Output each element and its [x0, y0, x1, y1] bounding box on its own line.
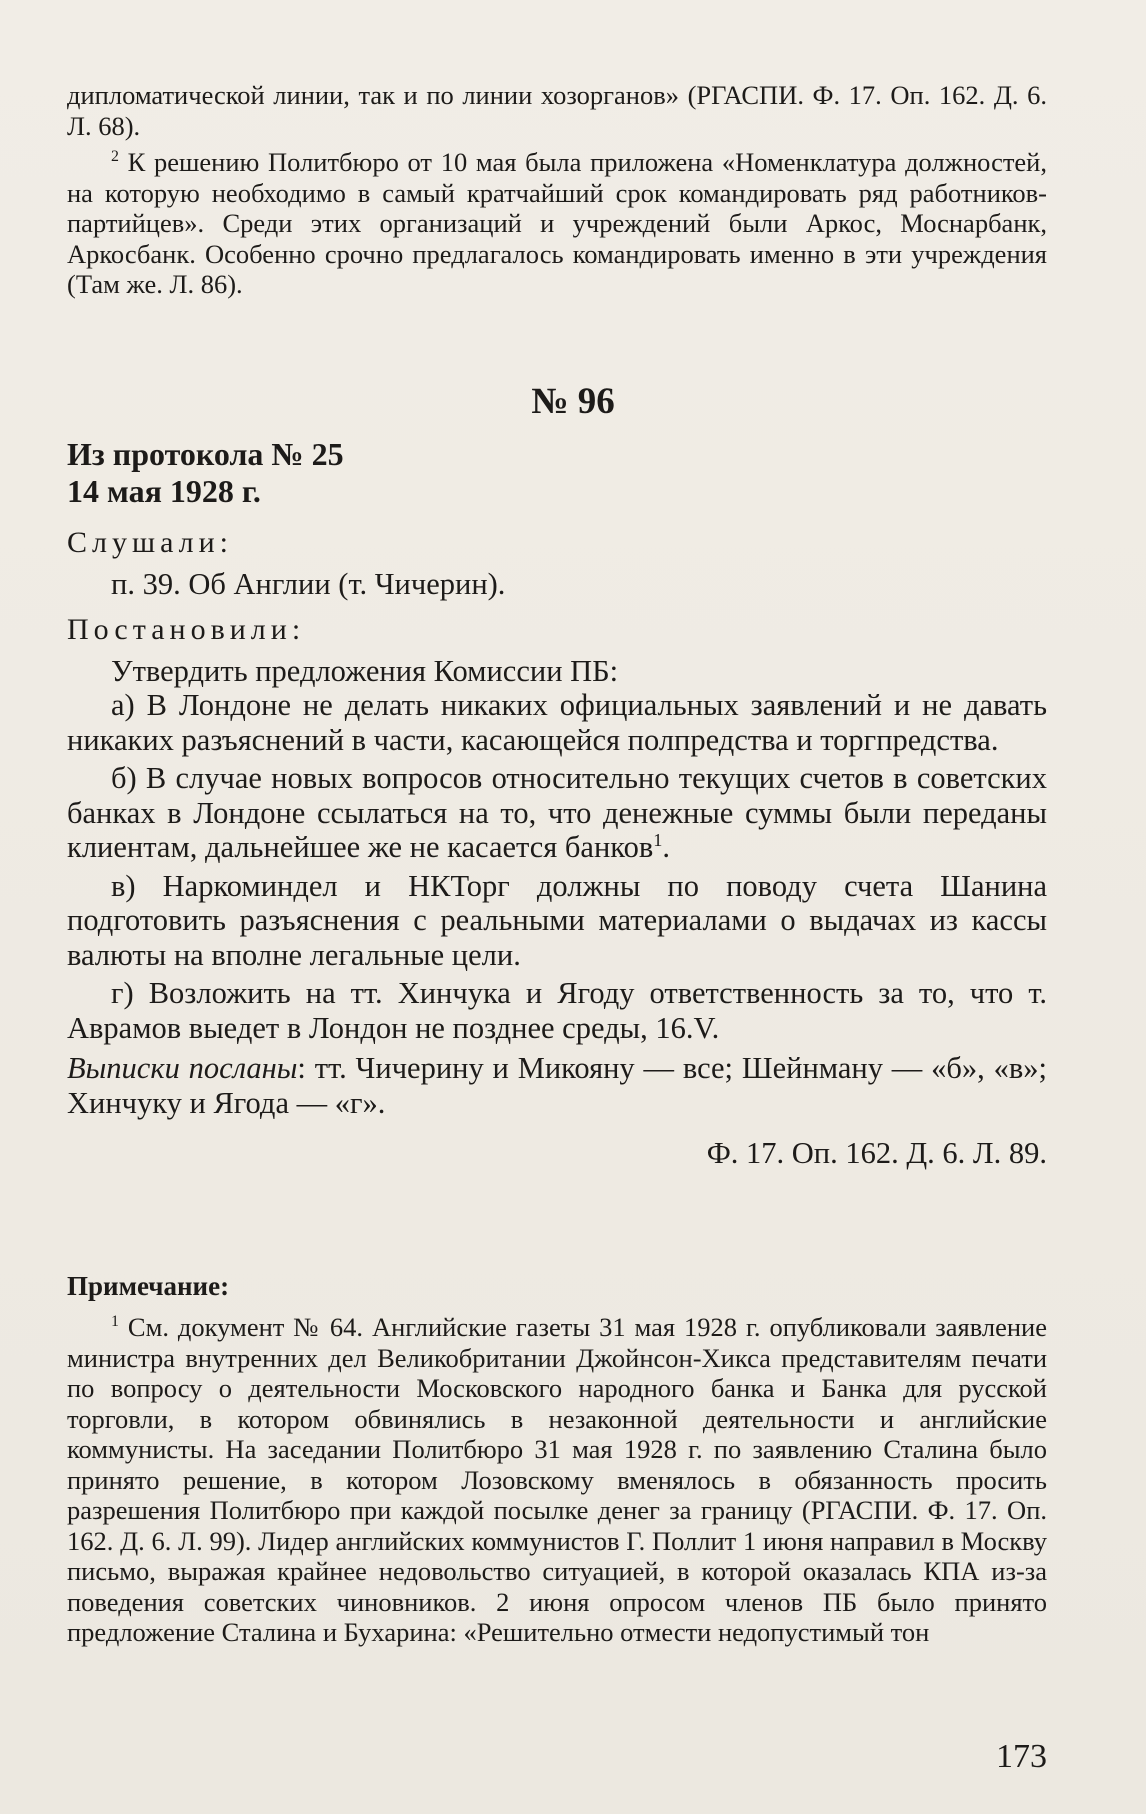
footnote-continuation: дипломатической линии, так и по линии хозорганов» (РГАСПИ. Ф. 17. Оп. 162. Д. 6. Л. 68).: [67, 80, 1047, 141]
resolution-intro: Утвердить предложения Комиссии ПБ:: [111, 653, 619, 688]
extracts-sent: [67, 1051, 1047, 1120]
resolution-b-footnote-marker: 1: [653, 829, 663, 850]
heard-item: п. 39. Об Англии (т. Чичерин).: [111, 566, 506, 601]
extracts-text: : тт. Чичерину и Микояну — все; Шейнману — «б», «в»; Хинчуку и Ягода — «г».: [67, 1051, 1047, 1120]
note-1-text: См. документ № 64. Английские газеты 31 мая 1928 г. опубликовали заявление министра внутренних дел Великобритании Джойнсон-Хикса представителям печати по вопросу о деятельности Московского народного банка и Банка для русской торговли, в котором обвинялись в незаконной деятельности и английские коммунисты. На заседании Политбюро 31 мая 1928 г. по заявлению Сталина было принято решение, в котором Лозовскому вменялось в обязанность просить разрешения Политбюро при каждой посылке денег за границу (РГАСПИ. Ф. 17. Оп. 162. Д. 6. Л. 99). Лидер английских коммунистов Г. Поллит 1 июня направил в Москву письмо, выражая крайнее недовольство ситуацией, в которой оказалась КПА из-за поведения советских чиновников. 2 июня опросом членов ПБ было принято предложение Сталина и Бухарина: «Решительно отмести недопустимый тон: [67, 1312, 1047, 1647]
protocol-title: Из протокола № 25: [67, 436, 344, 472]
heard-label: Слушали:: [67, 526, 234, 559]
resolution-b-text: б) В случае новых вопросов относительно текущих счетов в советских банках в Лондоне ссылаться на то, что денежные суммы были переданы клиентам, дальнейшее же не касается банков: [67, 761, 1047, 864]
top-footnotes: [67, 80, 1047, 300]
resolution-c: в) Наркоминдел и НКТорг должны по поводу счета Шанина подготовить разъяснения с реальными материалами о выдачах из кассы валюты на вполне легальные цели.: [67, 868, 1047, 972]
resolution-a: а) В Лондоне не делать никаких официальных заявлений и не давать никаких разъяснений в части, касающейся полпредства и торгпредства.: [67, 688, 1047, 757]
note-label: Примечание:: [67, 1271, 230, 1301]
document-number: № 96: [531, 381, 615, 422]
resolution-b-end: .: [662, 830, 670, 864]
resolution-d: г) Возложить на тт. Хинчука и Ягоду ответственность за то, что т. Аврамов выедет в Лондон не позднее среды, 16.V.: [67, 976, 1047, 1045]
notes-section: [67, 1271, 1047, 1648]
resolution-b: [67, 761, 1047, 865]
note-1: [67, 1312, 1047, 1648]
footnote-2-text: К решению Политбюро от 10 мая была приложена «Номенклатура должностей, на которую необходимо в самый кратчайший срок командировать ряд работников-партийцев». Среди этих организаций и учреждений были Аркос, Моснарбанк, Аркосбанк. Особенно срочно предлагалось командировать именно в эти учреждения (Там же. Л. 86).: [67, 147, 1047, 299]
protocol-date: 14 мая 1928 г.: [67, 473, 261, 509]
protocol-body: [67, 526, 1047, 1171]
footnote-2-marker: 2: [111, 148, 119, 166]
note-1-marker: 1: [111, 1313, 119, 1331]
page-number: 173: [996, 1738, 1047, 1775]
footnote-2: [67, 147, 1047, 300]
protocol-header: [67, 436, 1047, 510]
extracts-label: Выписки посланы: [67, 1051, 298, 1085]
resolved-label: Постановили:: [67, 613, 306, 646]
archive-reference: Ф. 17. Оп. 162. Д. 6. Л. 89.: [706, 1136, 1047, 1170]
